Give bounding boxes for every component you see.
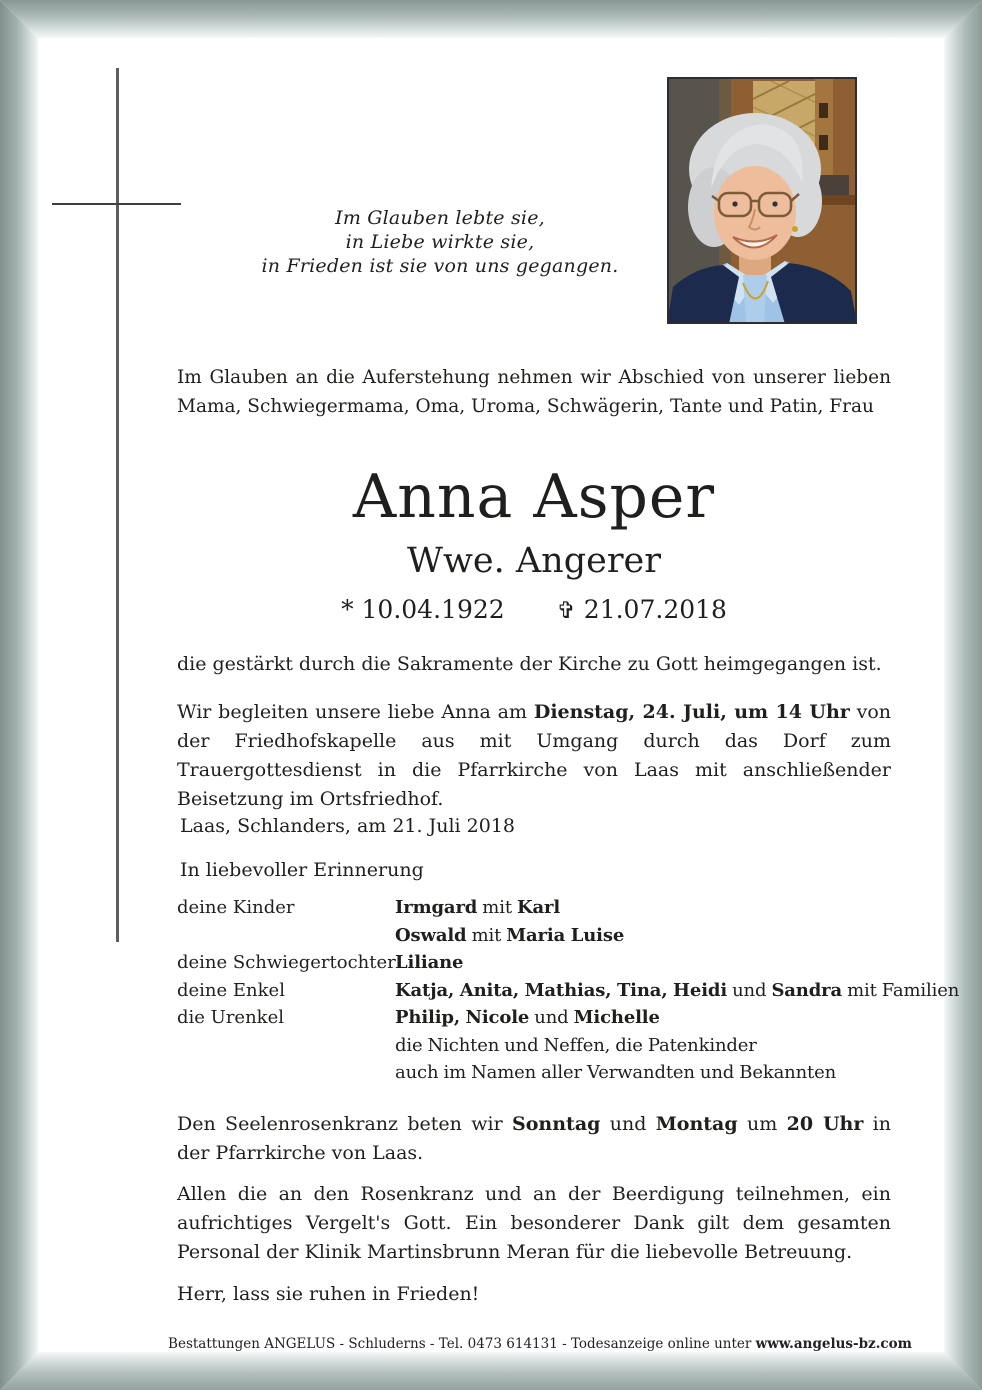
frame-border-left [0, 0, 38, 1390]
sacrament-line: die gestärkt durch die Sakramente der Kirche zu Gott heimgegangen ist. [177, 653, 882, 675]
intro-line-2: Mama, Schwiegermama, Oma, Uroma, Schwägerin, Tante und Patin, Frau [177, 395, 874, 417]
mourner-row: deine Kinder Irmgard mit Karl [177, 894, 947, 922]
life-dates [91, 594, 977, 627]
mourners-list [177, 894, 960, 1087]
mourner-label: die Urenkel [177, 1007, 284, 1028]
portrait-photo [667, 77, 857, 324]
mourner-row: auch im Namen aller Verwandten und Bekannten [395, 1062, 837, 1083]
mourner-row: die Urenkel Philip, Nicole und Michelle [177, 1004, 947, 1032]
verse-line-2: in Liebe wirkte sie, [345, 231, 535, 253]
rosary-day-2: Montag [655, 1113, 738, 1135]
birth-date: 10.04.1922 [361, 595, 505, 624]
memorial-verse [140, 206, 740, 278]
death-cross-icon: ✞ [556, 598, 576, 624]
death-date: 21.07.2018 [583, 595, 727, 624]
portrait-illustration [667, 77, 857, 324]
verse-line-1: Im Glauben lebte sie, [335, 207, 545, 229]
funeral-datetime: Dienstag, 24. Juli, um 14 Uhr [533, 701, 850, 723]
mourner-label: deine Enkel [177, 979, 285, 1001]
place-date-line: Laas, Schlanders, am 21. Juli 2018 [180, 815, 515, 837]
frame-border-right [944, 0, 982, 1390]
funeral-text-post: von der Friedhofskapelle aus mit Umgang durch das Dorf zum Trauergottesdienst in die Pfarrkirche von Laas mit anschließender Beisetzung im Ortsfriedhof. [177, 701, 892, 810]
funeral-announcement [177, 698, 891, 814]
footer-website: www.angelus-bz.com [755, 1336, 912, 1352]
memorial-cross-horizontal [52, 203, 181, 205]
mourner-row: deine Enkel Katja, Anita, Mathias, Tina, Heidi und Sandra mit Familien [177, 977, 947, 1005]
mourner-row: Oswald mit Maria Luise [395, 924, 625, 946]
verse-line-3: in Frieden ist sie von uns gegangen. [261, 255, 619, 277]
introduction-paragraph [177, 364, 891, 421]
rosary-day-1: Sonntag [512, 1113, 601, 1135]
rosary-time: 20 Uhr [786, 1113, 864, 1135]
frame-border-bottom [0, 1352, 982, 1390]
deceased-widow-title: Wwe. Angerer [406, 541, 661, 581]
mourner-row: deine SchwiegertochterLiliane [177, 949, 947, 977]
mourner-label: deine Schwiegertochter [177, 952, 396, 973]
deceased-name: Anna Asper [352, 462, 716, 532]
funeral-home-footer [160, 1336, 920, 1353]
frame-border-top [0, 0, 982, 38]
thanks-paragraph: Allen die an den Rosenkranz und an der Beerdigung teilnehmen, ein aufrichtiges Vergelt's Gott. Ein besonderer Dank gilt dem gesamten Personal der Klinik Martinsbrunn Meran für die liebevolle Betreuung. [177, 1183, 891, 1263]
mourner-label: deine Kinder [177, 897, 295, 918]
intro-line-1: Im Glauben an die Auferstehung nehmen wir Abschied von unserer lieben [177, 367, 891, 388]
birth-symbol: * [341, 595, 354, 624]
rosary-announcement: Den Seelenrosenkranz beten wir Sonntag und Montag um 20 Uhr in der Pfarrkirche von Laas. [177, 1113, 891, 1164]
footer-text: Bestattungen ANGELUS - Schluderns - Tel. 0473 614131 - Todesanzeige online unter [168, 1336, 756, 1352]
mourner-row: die Nichten und Neffen, die Patenkinder [395, 1034, 757, 1056]
remembrance-line: In liebevoller Erinnerung [180, 859, 424, 881]
funeral-text-pre: Wir begleiten unsere liebe Anna am [177, 701, 534, 723]
closing-prayer-line: Herr, lass sie ruhen in Frieden! [177, 1283, 480, 1305]
